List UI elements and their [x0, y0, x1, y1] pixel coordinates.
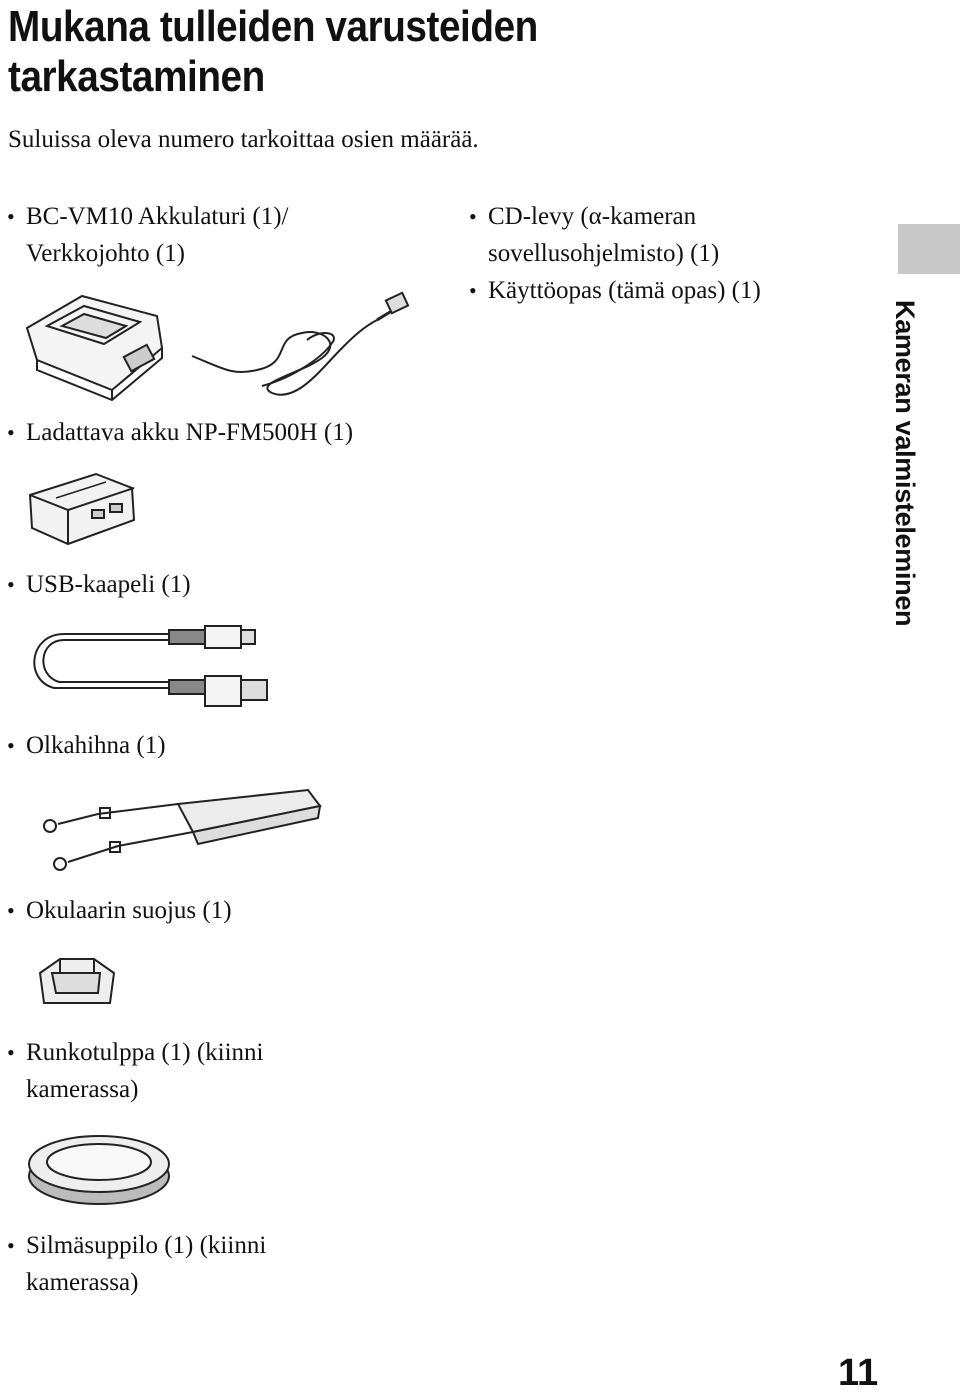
- usb-cable-illustration: [24, 620, 274, 712]
- list-item-charger: • BC-VM10 Akkulaturi (1)/ Verkkojohto (1): [26, 198, 289, 272]
- eyepiece-cap-illustration: [30, 953, 122, 1011]
- list-item-body-cap: • Runkotulppa (1) (kiinni kamerassa): [7, 1039, 264, 1103]
- list-item-manual: • Käyttöopas (tämä opas) (1): [469, 277, 761, 304]
- section-side-label: Kameran valmisteleminen: [890, 300, 920, 627]
- list-item-cd-rom: • CD-levy (α-kameran sovellusohjelmisto) (1): [469, 203, 720, 267]
- bullet: •: [7, 204, 15, 229]
- page-title: [8, 2, 642, 102]
- page-title-line2: tarkastaminen: [8, 52, 265, 101]
- battery-illustration: [26, 470, 141, 550]
- body-cap-illustration: [24, 1132, 174, 1208]
- list-item-usb-cable: • USB-kaapeli (1): [7, 571, 191, 598]
- list-item-battery: • Ladattava akku NP-FM500H (1): [7, 419, 354, 446]
- list-item-strap: • Olkahihna (1): [7, 732, 166, 759]
- page-number: 11: [838, 1352, 879, 1394]
- list-item-eyepiece-cap: • Okulaarin suojus (1): [7, 897, 232, 924]
- subtitle: Suluissa oleva numero tarkoittaa osien määrää.: [8, 126, 479, 153]
- page-title-line1: Mukana tulleiden varusteiden: [8, 2, 538, 51]
- list-item-eyecup: • Silmäsuppilo (1) (kiinni kamerassa): [7, 1232, 267, 1296]
- section-tab-marker: [898, 224, 960, 274]
- charger-and-cord-illustration: [22, 288, 412, 408]
- shoulder-strap-illustration: [28, 784, 323, 874]
